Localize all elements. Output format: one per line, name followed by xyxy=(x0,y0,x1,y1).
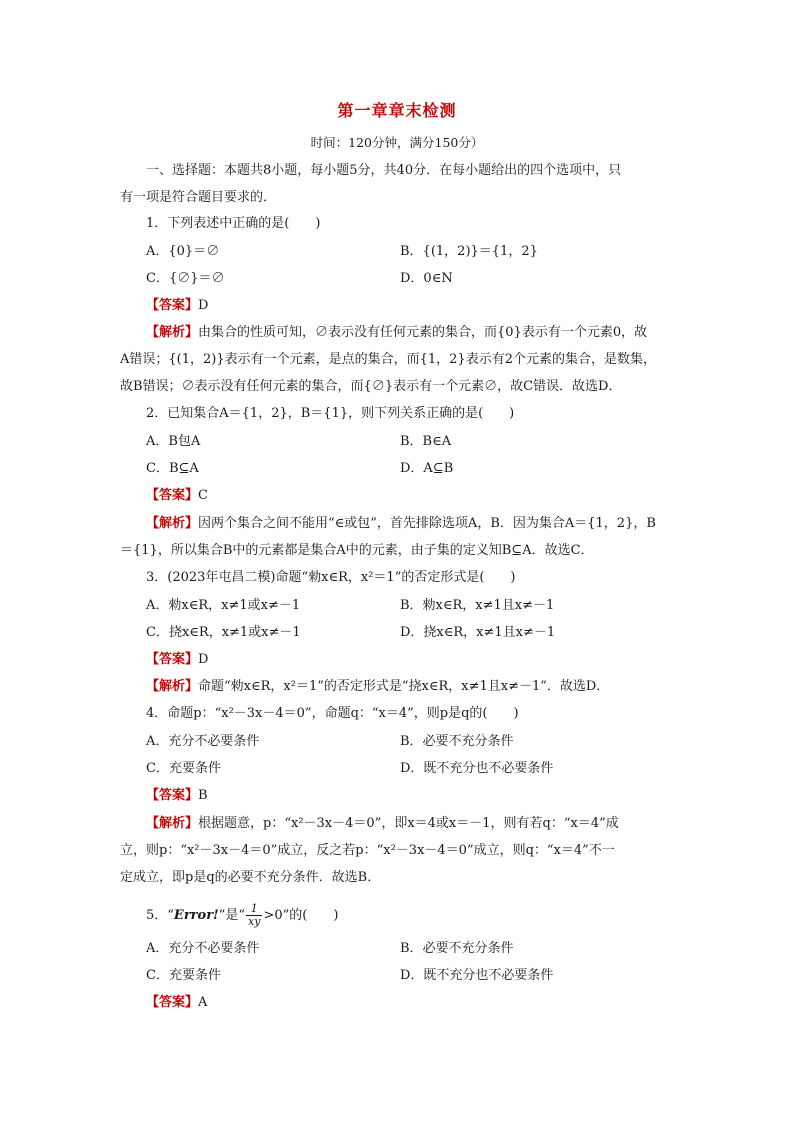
q3-option-d: D．挠x∈R，x≠1且x≠－1 xyxy=(400,625,556,640)
q1-analysis-line-1 xyxy=(146,324,647,342)
analysis-label: 【解析】 xyxy=(146,679,199,694)
q5-option-b: B．必要不充分条件 xyxy=(400,941,514,956)
q5-answer-value: A xyxy=(198,995,208,1010)
q1-option-b: B．{(1，2)}＝{1，2} xyxy=(400,244,538,259)
answer-label: 【答案】 xyxy=(146,298,199,313)
q2-analysis-line-1 xyxy=(146,515,656,533)
q4-option-c: C．充要条件 xyxy=(146,761,221,776)
q5-stem-post: >0”的( ) xyxy=(263,908,339,923)
q1-stem: 1．下列表述中正确的是( ) xyxy=(146,216,321,231)
q2-analysis-text-1: 因两个集合之间不能用“∈或包”，首先排除选项A，B．因为集合A＝{1，2}，B xyxy=(198,516,656,531)
q2-answer xyxy=(146,487,208,505)
page-subtitle: 时间：120分钟，满分150分） xyxy=(310,135,484,150)
q5-fraction-denominator: xy xyxy=(248,915,261,928)
answer-label: 【答案】 xyxy=(146,788,199,803)
q3-option-c: C．挠x∈R，x≠1或x≠－1 xyxy=(146,625,301,640)
q5-fraction-numerator: 1 xyxy=(246,903,262,916)
q2-analysis-line-2: ＝{1}，所以集合B中的元素都是集合A中的元素，由子集的定义知B⊆A．故选C． xyxy=(120,543,594,558)
answer-label: 【答案】 xyxy=(146,488,199,503)
q3-analysis-line-1 xyxy=(146,678,609,696)
q5-stem-pre: 5．“ xyxy=(146,908,174,923)
q5-stem xyxy=(146,903,338,928)
q2-answer-value: C xyxy=(198,488,208,503)
q3-option-a: A．勑x∈R，x≠1或x≠－1 xyxy=(146,598,301,613)
q5-stem-mid: ”是“ xyxy=(218,908,246,923)
q2-option-c: C．B⊆A xyxy=(146,461,199,476)
analysis-label: 【解析】 xyxy=(146,816,199,831)
q1-analysis-line-3: 故B错误；∅表示没有任何元素的集合，而{∅}表示有一个元素∅，故C错误．故选D． xyxy=(120,379,622,394)
q4-answer xyxy=(146,787,208,805)
q4-analysis-line-2: 立，则p：“x²－3x－4＝0”成立，反之若p：“x²－3x－4＝0”成立，则q：“x＝4”不一 xyxy=(120,843,615,858)
analysis-label: 【解析】 xyxy=(146,325,199,340)
q5-option-a: A．充分不必要条件 xyxy=(146,941,260,956)
q4-option-b: B．必要不充分条件 xyxy=(400,734,514,749)
q3-answer-value: D xyxy=(198,652,209,667)
q4-analysis-line-1 xyxy=(146,815,619,833)
q3-answer xyxy=(146,651,208,669)
q4-analysis-line-3: 定成立，即p是q的必要不充分条件．故选B． xyxy=(120,870,381,885)
q1-analysis-text-1: 由集合的性质可知，∅表示没有任何元素的集合，而{0}表示有一个元素0，故 xyxy=(198,325,648,340)
q3-option-b: B．勑x∈R，x≠1且x≠－1 xyxy=(400,598,555,613)
q4-stem: 4．命题p：“x²－3x－4＝0”，命题q：“x＝4”，则p是q的( ) xyxy=(146,706,519,721)
q1-option-d: D．0∈N xyxy=(400,271,453,286)
q5-option-d: D．既不充分也不必要条件 xyxy=(400,968,554,983)
q4-analysis-text-1: 根据题意，p：“x²－3x－4＝0”，即x＝4或x＝－1，则有若q：“x＝4”成 xyxy=(198,816,619,831)
q1-option-a: A．{0}＝∅ xyxy=(146,244,220,259)
section-intro-line-1: 一、选择题：本题共8小题，每小题5分，共40分．在每小题给出的四个选项中，只 xyxy=(146,163,622,178)
q2-option-a: A．B包A xyxy=(146,434,201,449)
q2-stem: 2．已知集合A＝{1，2}，B＝{1}，则下列关系正确的是( ) xyxy=(146,406,515,421)
answer-label: 【答案】 xyxy=(146,652,199,667)
q2-option-b: B．B∈A xyxy=(400,434,452,449)
q2-option-d: D．A⊆B xyxy=(400,461,454,476)
q1-option-c: C．{∅}＝∅ xyxy=(146,271,225,286)
analysis-label: 【解析】 xyxy=(146,516,199,531)
q4-option-d: D．既不充分也不必要条件 xyxy=(400,761,554,776)
q4-answer-value: B xyxy=(198,788,208,803)
q1-answer-value: D xyxy=(198,298,209,313)
q1-answer xyxy=(146,297,208,315)
q5-fraction xyxy=(246,903,262,928)
q4-option-a: A．充分不必要条件 xyxy=(146,734,260,749)
answer-label: 【答案】 xyxy=(146,995,199,1010)
q1-analysis-line-2: A错误；{(1，2)}表示有一个元素，是点的集合，而{1，2}表示有2个元素的集合，是数集， xyxy=(120,352,656,367)
q5-option-c: C．充要条件 xyxy=(146,968,221,983)
page-title: 第一章章末检测 xyxy=(337,101,457,120)
q3-stem: 3．(2023年屯昌二模)命题“勑x∈R，x²＝1”的否定形式是( ) xyxy=(146,570,516,585)
q5-answer xyxy=(146,994,207,1012)
q3-analysis-text-1: 命题“勑x∈R，x²＝1”的否定形式是“挠x∈R，x≠1且x≠－1”．故选D． xyxy=(198,679,610,694)
section-intro-line-2: 有一项是符合题目要求的． xyxy=(120,190,277,205)
q5-error-text: Error! xyxy=(173,908,219,923)
